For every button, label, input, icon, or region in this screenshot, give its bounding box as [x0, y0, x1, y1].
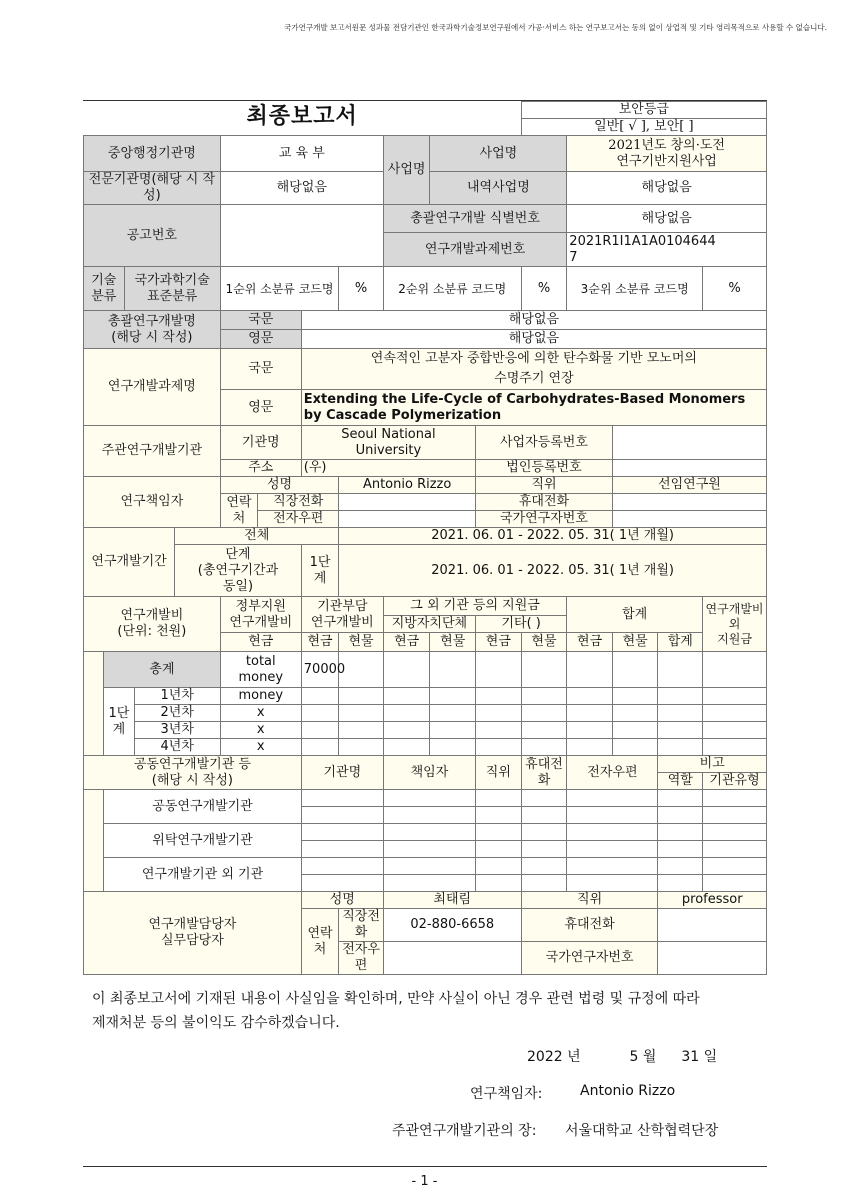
staff-name-label: 성명: [301, 892, 383, 909]
pi-office-tel-value: [339, 494, 476, 511]
report-cover-form: [83, 101, 767, 975]
pi-mobile-value: [612, 494, 766, 511]
declaration-line: 이 최종보고서에 기재된 내용이 사실임을 확인하며, 만약 사실이 아닌 경우 관련 법령 및 규정에 따라: [92, 991, 700, 1007]
announcement-label: 공고번호: [84, 205, 221, 267]
total-rnd-kr-label: 국문: [220, 311, 301, 330]
host-org-name-label: 기관명: [220, 426, 301, 460]
budget-total-gov: total money: [220, 652, 301, 688]
project-title-label: 연구개발과제명: [84, 349, 221, 426]
budget-total-cell: [339, 652, 384, 688]
budget-outside-label: 연구개발비 외 지원금: [703, 597, 767, 652]
security-value: 일반[ √ ], 보안[ ]: [521, 119, 766, 136]
pi-pos-label: 직위: [476, 477, 613, 494]
project-title-en-label: 영문: [220, 390, 301, 426]
budget-total-cell: [430, 652, 476, 688]
budget-etc-kind: 현물: [521, 633, 567, 652]
budget-year-value: money: [220, 688, 301, 705]
tech-code-3: 3순위 소분류 코드명: [567, 267, 703, 311]
program-value: 2021년도 창의·도전 연구기반지원사업: [567, 136, 767, 172]
document-title: [84, 102, 522, 136]
budget-other-label: 그 외 기관 등의 지원금: [383, 597, 566, 616]
staff-contact-label: 연락처: [301, 909, 338, 975]
budget-total-label: 총계: [104, 652, 220, 688]
budget-total-cell: [567, 652, 613, 688]
corp-reg-value: [612, 460, 766, 477]
budget-inst-cash: 현금: [301, 633, 338, 652]
budget-spacer: [84, 652, 104, 688]
budget-sum-label: 합계: [567, 597, 703, 633]
program-group-label: 사업명: [383, 136, 430, 205]
budget-gov-cash: 현금: [220, 633, 301, 652]
budget-sum-total: 합계: [658, 633, 703, 652]
budget-spacer: [84, 688, 104, 756]
total-rnd-id-label: 총괄연구개발 식별번호: [383, 205, 566, 233]
pi-pos-value: 선임연구원: [612, 477, 766, 494]
budget-gov-label: 정부지원 연구개발비: [220, 597, 301, 633]
host-org-label: 주관연구개발기관: [84, 426, 221, 477]
joint-col-note: 비고: [658, 756, 767, 773]
project-title-kr-value: 연속적인 고분자 중합반응에 의한 탄수화물 기반 모노머의 수명주기 연장: [301, 349, 766, 390]
host-org-name-value: Seoul National University: [301, 426, 475, 460]
pi-name-label: 성명: [220, 477, 339, 494]
ministry-value: 교 육 부: [220, 136, 383, 172]
budget-etc-cash: 현금: [476, 633, 522, 652]
staff-email-label: 전자우편: [339, 942, 384, 975]
page-number: - 1 -: [411, 1174, 438, 1189]
joint-col-org-type: 기관유형: [703, 773, 767, 790]
pi-email-label: 전자우편: [258, 511, 339, 528]
budget-inst-kind: 현물: [339, 633, 384, 652]
pi-office-tel-label: 직장전화: [258, 494, 339, 511]
budget-total-cell: [703, 652, 767, 688]
budget-sum-kind: 현물: [612, 633, 658, 652]
corp-reg-label: 법인등록번호: [476, 460, 613, 477]
pi-researcher-no-value: [612, 511, 766, 528]
staff-name-value: 최태림: [383, 892, 521, 909]
title-text: 최종보고서: [246, 103, 358, 129]
staff-mobile-value: [658, 909, 767, 942]
staff-office-tel-label: 직장전화: [339, 909, 384, 942]
pi-name-value: Antonio Rizzo: [339, 477, 476, 494]
total-rnd-en-label: 영문: [220, 330, 301, 349]
period-total-label: 전체: [175, 528, 339, 545]
period-total-value: 2021. 06. 01 - 2022. 05. 31( 1년 개월): [339, 528, 767, 545]
detail-program-value: 해당없음: [567, 172, 767, 205]
detail-program-label: 내역사업명: [430, 172, 567, 205]
total-rnd-kr-value: 해당없음: [301, 311, 766, 330]
pi-signature-label: 연구책임자:: [470, 1086, 543, 1102]
pi-label: 연구책임자: [84, 477, 221, 528]
host-org-addr-value: (우): [301, 460, 475, 477]
tech-code-1: 1순위 소분류 코드명: [220, 267, 339, 311]
budget-total-cell: [612, 652, 658, 688]
security-label: 보안등급: [521, 102, 766, 119]
staff-email-value: [383, 942, 521, 975]
biz-reg-label: 사업자등록번호: [476, 426, 613, 460]
period-label: 연구개발기간: [84, 528, 175, 597]
joint-col-org: 기관명: [301, 756, 383, 790]
joint-col-head: 책임자: [383, 756, 475, 790]
budget-label: 연구개발비 (단위: 천원): [84, 597, 221, 652]
copyright-notice: 국가연구개발 보고서원문 성과물 전담기관인 한국과학기술정보연구원에서 가공·서비스 하는 연구보고서는 동의 없이 상업적 및 기타 영리목적으로 사용할 수 없습니다.: [284, 23, 827, 32]
head-signature-label: 주관연구개발기관의 장:: [392, 1123, 537, 1139]
staff-pos-value: professor: [658, 892, 767, 909]
tech-std-label: 국가과학기술 표준분류: [124, 267, 220, 311]
staff-label: 연구개발담당자 실무담당자: [84, 892, 302, 975]
staff-office-tel-value: 02-880-6658: [383, 909, 521, 942]
budget-year-value: x: [220, 739, 301, 756]
host-org-addr-label: 주소: [220, 460, 301, 477]
specialized-agency-label: 전문기관명(해당 시 작성): [84, 172, 221, 205]
budget-year-value: x: [220, 722, 301, 739]
tech-pct-3: %: [703, 267, 767, 311]
tech-pct-2: %: [521, 267, 567, 311]
tech-pct-1: %: [339, 267, 384, 311]
project-no-label: 연구개발과제번호: [383, 233, 566, 267]
total-rnd-en-value: 해당없음: [301, 330, 766, 349]
pi-email-value: [339, 511, 476, 528]
period-stage1-label: 1단계: [301, 545, 338, 597]
specialized-agency-value: 해당없음: [220, 172, 383, 205]
date-line: 2022 년 5 월 31 일: [527, 1049, 718, 1065]
budget-local-kind: 현물: [430, 633, 476, 652]
program-label: 사업명: [430, 136, 567, 172]
period-stage-label: 단계 (총연구기간과 동일): [175, 545, 302, 597]
pi-signature-name: Antonio Rizzo: [580, 1083, 676, 1099]
budget-total-cell: [383, 652, 430, 688]
budget-sum-cash: 현금: [567, 633, 613, 652]
project-title-kr-label: 국문: [220, 349, 301, 390]
budget-etc-label: 기타( ): [476, 616, 567, 633]
head-signature-name: 서울대학교 산학협력단장: [565, 1123, 719, 1139]
budget-total-cell: [521, 652, 567, 688]
budget-year-label: 4년차: [134, 739, 220, 756]
budget-total-cell: [658, 652, 703, 688]
budget-year-label: 3년차: [134, 722, 220, 739]
pi-researcher-no-label: 국가연구자번호: [476, 511, 613, 528]
budget-year-label: 2년차: [134, 705, 220, 722]
joint-spacer: [84, 790, 104, 892]
staff-pos-label: 직위: [521, 892, 658, 909]
joint-col-pos: 직위: [476, 756, 522, 790]
budget-total-inst-cash: 70000: [301, 652, 338, 688]
joint-label: 공동연구개발기관 등 (해당 시 작성): [84, 756, 302, 790]
budget-year-label: 1년차: [134, 688, 220, 705]
budget-inst-label: 기관부담 연구개발비: [301, 597, 383, 633]
bottom-rule: [83, 1166, 767, 1167]
joint-col-mobile: 휴대전화: [521, 756, 567, 790]
pi-mobile-label: 휴대전화: [476, 494, 613, 511]
project-no-value: 2021R1I1A1A0104644 7: [567, 233, 767, 267]
total-rnd-id-value: 해당없음: [567, 205, 767, 233]
budget-year-value: x: [220, 705, 301, 722]
period-stage1-value: 2021. 06. 01 - 2022. 05. 31( 1년 개월): [339, 545, 767, 597]
staff-researcher-no-label: 국가연구자번호: [521, 942, 658, 975]
joint-col-email: 전자우편: [567, 756, 658, 790]
joint-row-label: 공동연구개발기관: [104, 790, 302, 824]
budget-local-cash: 현금: [383, 633, 430, 652]
budget-stage-label: 1단계: [104, 688, 134, 756]
pi-contact-label: 연락처: [220, 494, 257, 528]
declaration-line: 제재처분 등의 불이익도 감수하겠습니다.: [92, 1015, 340, 1031]
budget-local-label: 지방자치단체: [383, 616, 475, 633]
biz-reg-value: [612, 426, 766, 460]
joint-row-label: 연구개발기관 외 기관: [104, 858, 302, 892]
staff-researcher-no-value: [658, 942, 767, 975]
budget-total-cell: [476, 652, 522, 688]
declaration: [92, 987, 767, 1035]
tech-class-label: 기술 분류: [84, 267, 125, 311]
tech-code-2: 2순위 소분류 코드명: [383, 267, 521, 311]
total-rnd-name-label: 총괄연구개발명 (해당 시 작성): [84, 311, 221, 349]
ministry-label: 중앙행정기관명: [84, 136, 221, 172]
joint-col-role: 역할: [658, 773, 703, 790]
project-title-en-value: Extending the Life-Cycle of Carbohydrates-Based Monomers by Cascade Polymerization: [301, 390, 766, 426]
staff-mobile-label: 휴대전화: [521, 909, 658, 942]
announcement-value: [220, 205, 383, 267]
joint-row-label: 위탁연구개발기관: [104, 824, 302, 858]
